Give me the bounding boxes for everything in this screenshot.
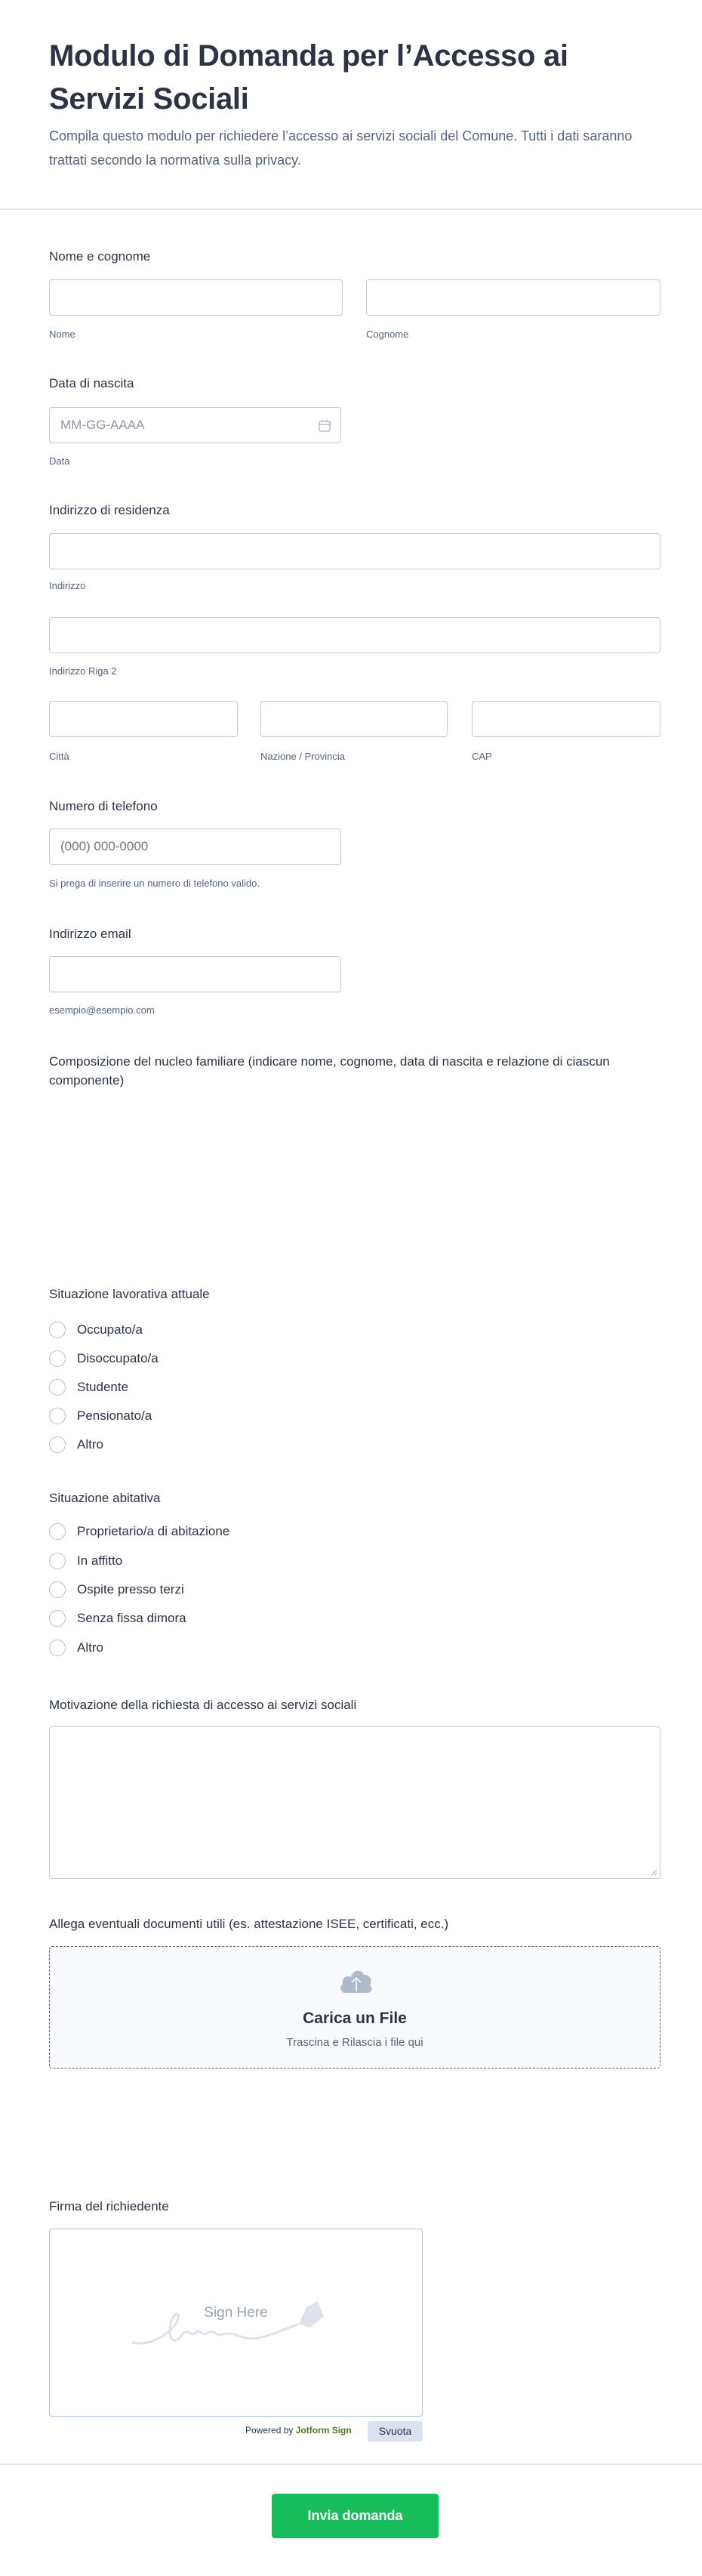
housing-radio-1[interactable] [49,1553,66,1569]
upload-subtitle: Trascina e Rilascia i file qui [286,2036,423,2049]
clear-signature-button[interactable]: Svuota [368,2421,423,2442]
work-option[interactable]: Pensionato/a [77,1408,152,1423]
housing-option[interactable]: Altro [77,1640,103,1655]
work-radio-4[interactable] [49,1436,66,1453]
email-input[interactable] [49,956,341,992]
email-label: Indirizzo email [49,927,131,941]
address-line2-input[interactable] [49,617,660,653]
last-name-input[interactable] [366,279,660,316]
upload-label: Allega eventuali documenti utili (es. attestazione ISEE, certificati, ecc.) [49,1917,449,1931]
dob-label: Data di nascita [49,376,134,390]
footer-divider [0,2463,702,2465]
resize-handle-icon[interactable] [650,1868,657,1876]
work-radio-2[interactable] [49,1379,66,1396]
work-option[interactable]: Studente [77,1380,129,1394]
phone-hint: Si prega di inserire un numero di telefono valido. [49,878,260,889]
first-name-input[interactable] [49,279,343,316]
work-radio-3[interactable] [49,1408,66,1424]
housing-radio-2[interactable] [49,1581,66,1598]
housing-radio-3[interactable] [49,1610,66,1627]
dob-sublabel: Data [49,455,70,467]
housing-radio-0[interactable] [49,1523,66,1540]
first-name-sublabel: Nome [49,329,75,340]
address-line1-sublabel: Indirizzo [49,580,86,591]
housing-label: Situazione abitativa [49,1491,161,1505]
city-input[interactable] [49,701,238,737]
housing-option[interactable]: Senza fissa dimora [77,1611,186,1625]
work-option[interactable]: Occupato/a [77,1322,143,1337]
work-label: Situazione lavorativa attuale [49,1287,210,1301]
jotform-sign-brand: Jotform Sign [295,2425,352,2436]
family-label: Composizione del nucleo familiare (indicare nome, cognome, data di nascita e relazione di ciascun componente) [49,1054,610,1087]
work-option[interactable]: Disoccupato/a [77,1351,159,1365]
sign-here-placeholder: Sign Here [204,2305,268,2321]
housing-option[interactable]: Ospite presso terzi [77,1582,184,1597]
motivation-label: Motivazione della richiesta di accesso ai servizi sociali [49,1698,357,1712]
zip-sublabel: CAP [472,751,492,762]
phone-label: Numero di telefono [49,799,158,813]
work-radio-1[interactable] [49,1350,66,1367]
address-label: Indirizzo di residenza [49,503,170,517]
cloud-upload-icon [338,1967,374,1994]
address-line2-sublabel: Indirizzo Riga 2 [49,665,117,677]
last-name-sublabel: Cognome [366,329,409,340]
dob-placeholder: MM-GG-AAAA [60,418,145,432]
signature-pen-icon [129,2301,356,2354]
calendar-icon[interactable] [318,419,331,433]
zip-input[interactable] [472,701,660,737]
signature-pad[interactable] [49,2229,423,2417]
state-sublabel: Nazione / Provincia [260,751,345,762]
header-divider [0,208,702,210]
state-input[interactable] [260,701,448,737]
file-upload-dropzone[interactable] [49,1946,660,2069]
signature-label: Firma del richiedente [49,2199,169,2214]
upload-title: Carica un File [303,2010,407,2027]
work-radio-0[interactable] [49,1322,66,1338]
city-sublabel: Città [49,751,69,762]
housing-radio-4[interactable] [49,1640,66,1656]
dob-input[interactable] [49,407,341,443]
submit-button[interactable]: Invia domanda [272,2494,439,2538]
page-description: Compila questo modulo per richiedere l’accesso ai servizi sociali del Comune. Tutti i dati saranno trattati secondo la normativa sulla privacy. [49,128,633,168]
work-option[interactable]: Altro [77,1437,103,1452]
housing-option[interactable]: Proprietario/a di abitazione [77,1524,230,1538]
phone-input[interactable] [49,828,341,865]
powered-by [245,2425,352,2436]
email-hint: esempio@esempio.com [49,1004,155,1016]
page-title: Modulo di Domanda per l’Accesso ai Servizi Sociali [49,39,568,116]
motivation-textarea[interactable] [49,1726,660,1879]
powered-by-text: Powered by [245,2425,294,2436]
housing-option[interactable]: In affitto [77,1553,123,1568]
name-label: Nome e cognome [49,249,151,264]
address-line1-input[interactable] [49,533,660,569]
